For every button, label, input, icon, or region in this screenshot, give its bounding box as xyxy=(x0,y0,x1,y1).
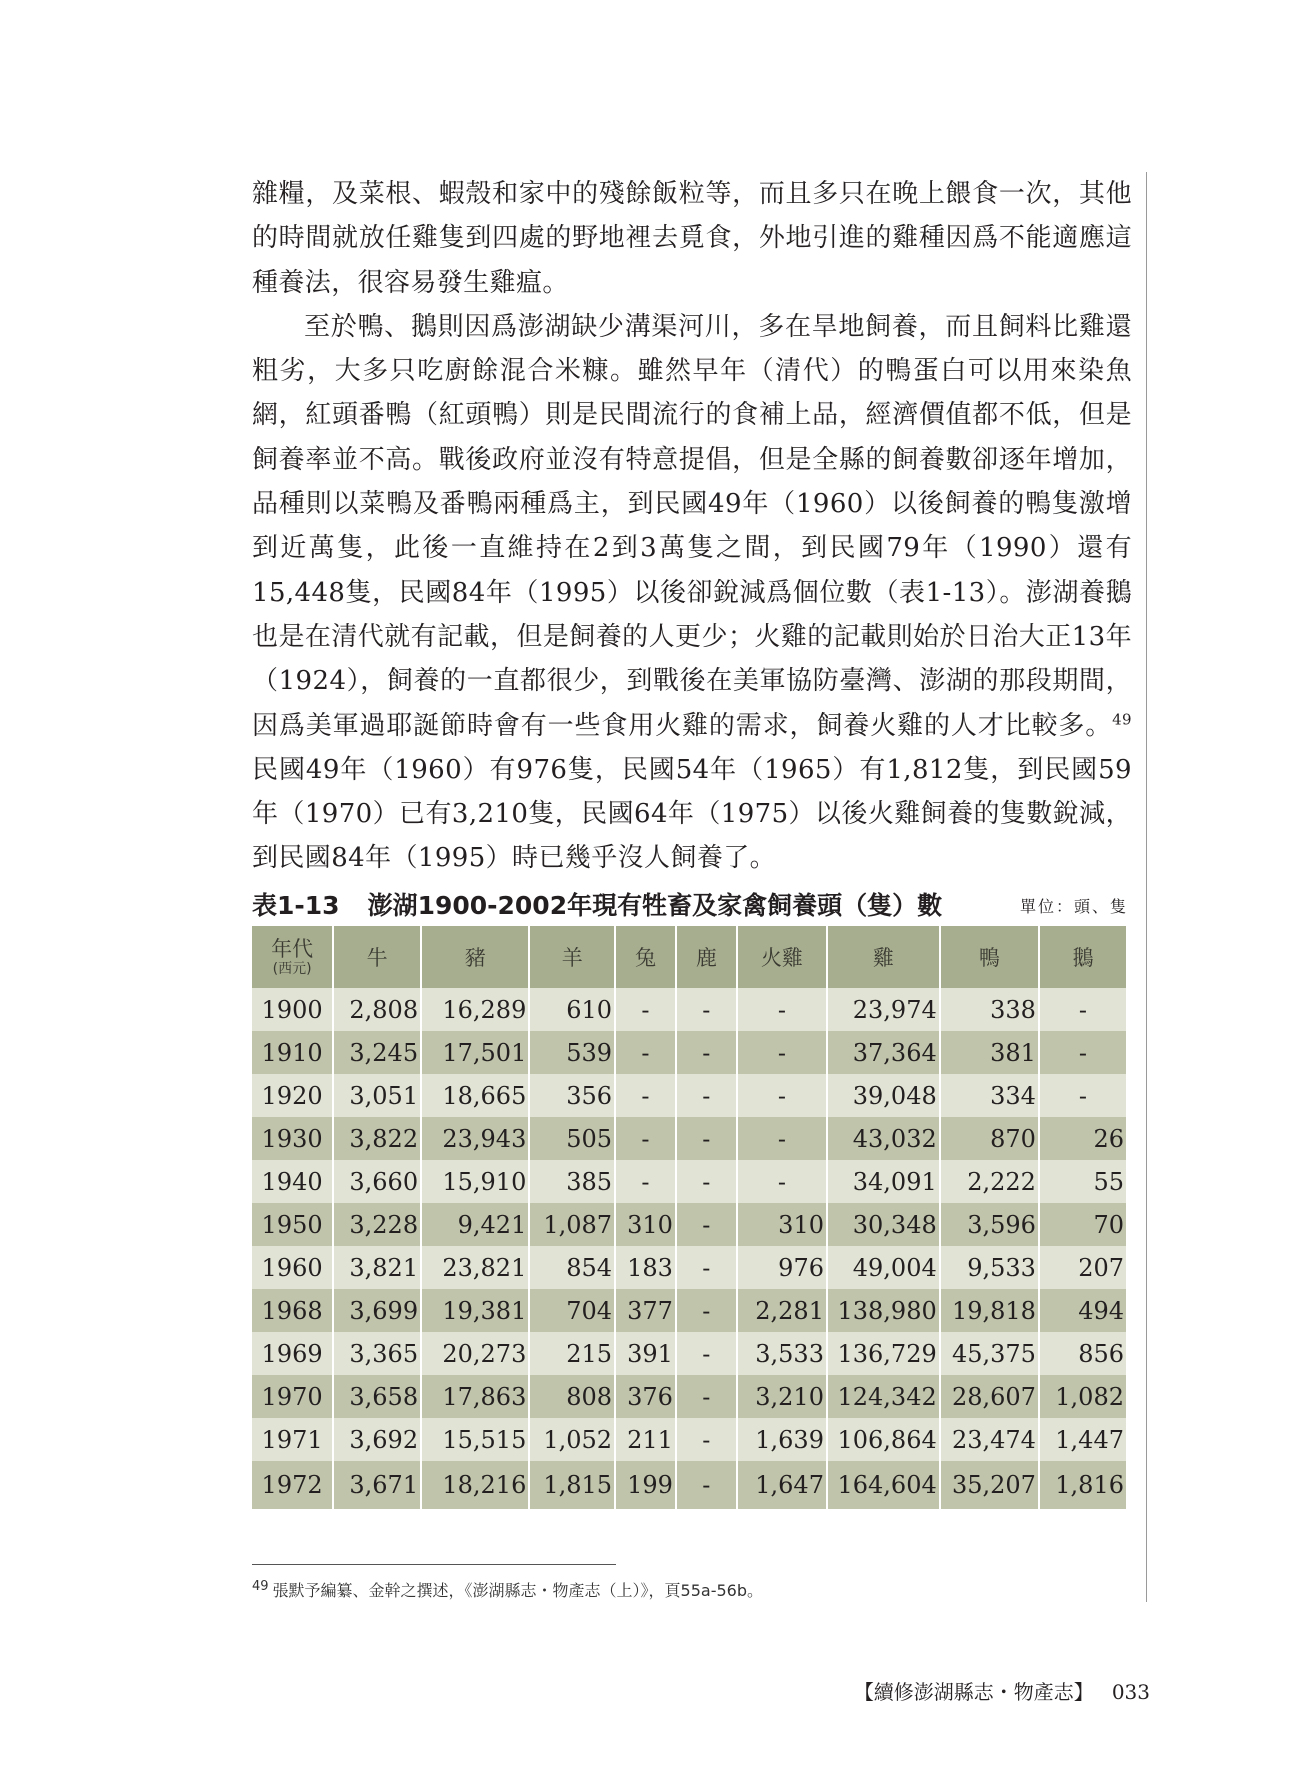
cell-value: - xyxy=(615,1117,676,1160)
cell-value: - xyxy=(676,1289,737,1332)
cell-value: - xyxy=(1039,1031,1127,1074)
cell-value: 34,091 xyxy=(827,1160,940,1203)
cell-value: 18,216 xyxy=(421,1461,529,1509)
cell-value: 3,658 xyxy=(333,1375,421,1418)
header-rabbit: 兔 xyxy=(615,926,676,988)
table-row xyxy=(252,1418,1127,1461)
cell-value: 377 xyxy=(615,1289,676,1332)
cell-value: 3,210 xyxy=(737,1375,827,1418)
table-row xyxy=(252,1289,1127,1332)
cell-value: 39,048 xyxy=(827,1074,940,1117)
cell-value: 3,365 xyxy=(333,1332,421,1375)
cell-value: 28,607 xyxy=(940,1375,1039,1418)
cell-value: 310 xyxy=(737,1203,827,1246)
cell-value: 610 xyxy=(529,988,615,1031)
cell-value: 19,381 xyxy=(421,1289,529,1332)
cell-year: 1910 xyxy=(252,1031,333,1074)
cell-value: 3,671 xyxy=(333,1461,421,1509)
cell-value: - xyxy=(737,1074,827,1117)
cell-value: 334 xyxy=(940,1074,1039,1117)
paragraph-2-part-a: 至於鴨、鵝則因爲澎湖缺少溝渠河川，多在旱地飼養，而且飼料比雞還粗劣，大多只吃廚餘混合米糠。雖然早年（清代）的鴨蛋白可以用來染魚網，紅頭番鴨（紅頭鴨）則是民間流行的食補上品，經濟價值都不低，但是飼養率並不高。戰後政府並沒有特意提倡，但是全縣的飼養數卻逐年增加，品種則以菜鴨及番鴨兩種爲主，到民國49年（1960）以後飼養的鴨隻激增到近萬隻，此後一直維持在2到3萬隻之間，到民國79年（1990）還有15,448隻，民國84年（1995）以後卻銳減爲個位數（表1-13）。澎湖養鵝也是在清代就有記載，但是飼養的人更少；火雞的記載則始於日治大正13年（1924），飼養的一直都很少，到戰後在美軍協防臺灣、澎湖的那段期間，因爲美軍過耶誕節時會有一些食用火雞的需求，飼養火雞的人才比較多。 xyxy=(252,311,1132,741)
cell-value: 505 xyxy=(529,1117,615,1160)
cell-value: 199 xyxy=(615,1461,676,1509)
cell-value: 3,051 xyxy=(333,1074,421,1117)
cell-value: 30,348 xyxy=(827,1203,940,1246)
table-number: 表1-13 xyxy=(252,891,340,920)
cell-value: 23,821 xyxy=(421,1246,529,1289)
cell-value: 3,822 xyxy=(333,1117,421,1160)
cell-value: 854 xyxy=(529,1246,615,1289)
cell-value: 1,639 xyxy=(737,1418,827,1461)
cell-value: 138,980 xyxy=(827,1289,940,1332)
cell-value: 856 xyxy=(1039,1332,1127,1375)
cell-value: 1,447 xyxy=(1039,1418,1127,1461)
cell-value: - xyxy=(737,1031,827,1074)
cell-value: 338 xyxy=(940,988,1039,1031)
cell-value: 183 xyxy=(615,1246,676,1289)
paragraph-2 xyxy=(252,305,1132,881)
cell-value: 2,281 xyxy=(737,1289,827,1332)
cell-value: 15,910 xyxy=(421,1160,529,1203)
footnote-divider xyxy=(252,1564,616,1565)
cell-value: 17,863 xyxy=(421,1375,529,1418)
cell-value: 1,816 xyxy=(1039,1461,1127,1509)
cell-value: 49,004 xyxy=(827,1246,940,1289)
table-row xyxy=(252,1031,1127,1074)
cell-value: 1,647 xyxy=(737,1461,827,1509)
cell-year: 1900 xyxy=(252,988,333,1031)
table-unit: 單位：頭、隻 xyxy=(1019,897,1128,916)
cell-value: - xyxy=(676,1160,737,1203)
cell-value: 539 xyxy=(529,1031,615,1074)
running-footer xyxy=(854,1676,1150,1705)
cell-value: 106,864 xyxy=(827,1418,940,1461)
table-header-row xyxy=(252,926,1127,988)
cell-value: 3,596 xyxy=(940,1203,1039,1246)
header-goat: 羊 xyxy=(529,926,615,988)
cell-value: 2,222 xyxy=(940,1160,1039,1203)
table-row xyxy=(252,1074,1127,1117)
body-text xyxy=(252,172,1132,881)
cell-value: 23,474 xyxy=(940,1418,1039,1461)
cell-value: - xyxy=(737,1160,827,1203)
cell-value: 20,273 xyxy=(421,1332,529,1375)
cell-value: - xyxy=(676,1031,737,1074)
cell-value: - xyxy=(676,1461,737,1509)
cell-value: 356 xyxy=(529,1074,615,1117)
cell-value: 376 xyxy=(615,1375,676,1418)
cell-value: - xyxy=(615,1031,676,1074)
header-turkey: 火雞 xyxy=(737,926,827,988)
table-row xyxy=(252,1246,1127,1289)
cell-value: 124,342 xyxy=(827,1375,940,1418)
cell-value: 3,533 xyxy=(737,1332,827,1375)
cell-value: - xyxy=(676,988,737,1031)
cell-value: - xyxy=(676,1246,737,1289)
cell-value: - xyxy=(676,1117,737,1160)
cell-value: 23,974 xyxy=(827,988,940,1031)
cell-value: - xyxy=(1039,988,1127,1031)
header-duck: 鴨 xyxy=(940,926,1039,988)
cell-value: - xyxy=(676,1375,737,1418)
cell-value: 870 xyxy=(940,1117,1039,1160)
cell-value: 23,943 xyxy=(421,1117,529,1160)
table-title xyxy=(252,886,942,922)
header-goose: 鵝 xyxy=(1039,926,1127,988)
cell-year: 1950 xyxy=(252,1203,333,1246)
cell-value: 19,818 xyxy=(940,1289,1039,1332)
cell-value: 3,692 xyxy=(333,1418,421,1461)
cell-value: 164,604 xyxy=(827,1461,940,1509)
footnote-reference[interactable]: 49 xyxy=(1112,709,1132,728)
cell-value: 26 xyxy=(1039,1117,1127,1160)
cell-year: 1960 xyxy=(252,1246,333,1289)
cell-value: 55 xyxy=(1039,1160,1127,1203)
cell-value: 310 xyxy=(615,1203,676,1246)
cell-value: 385 xyxy=(529,1160,615,1203)
table-row xyxy=(252,1160,1127,1203)
cell-year: 1920 xyxy=(252,1074,333,1117)
cell-value: - xyxy=(676,1418,737,1461)
cell-value: - xyxy=(676,1203,737,1246)
cell-value: 1,815 xyxy=(529,1461,615,1509)
cell-value: 70 xyxy=(1039,1203,1127,1246)
cell-value: 16,289 xyxy=(421,988,529,1031)
cell-year: 1968 xyxy=(252,1289,333,1332)
table-body xyxy=(252,988,1127,1509)
table-title-text: 澎湖1900-2002年現有牲畜及家禽飼養頭（隻）數 xyxy=(367,891,943,920)
cell-value: 1,082 xyxy=(1039,1375,1127,1418)
cell-value: - xyxy=(676,1332,737,1375)
cell-value: 215 xyxy=(529,1332,615,1375)
cell-year: 1930 xyxy=(252,1117,333,1160)
cell-value: 17,501 xyxy=(421,1031,529,1074)
cell-value: - xyxy=(737,1117,827,1160)
livestock-table xyxy=(252,926,1128,1509)
cell-value: - xyxy=(615,1160,676,1203)
cell-value: 15,515 xyxy=(421,1418,529,1461)
cell-value: 9,421 xyxy=(421,1203,529,1246)
cell-value: 45,375 xyxy=(940,1332,1039,1375)
cell-value: 3,660 xyxy=(333,1160,421,1203)
cell-value: - xyxy=(737,988,827,1031)
cell-value: 3,699 xyxy=(333,1289,421,1332)
paragraph-2-part-b: 民國49年（1960）有976隻，民國54年（1965）有1,812隻，到民國59年（1970）已有3,210隻，民國64年（1975）以後火雞飼養的隻數銳減，到民國84年（1995）時已幾乎沒人飼養了。 xyxy=(252,754,1132,874)
table-row xyxy=(252,988,1127,1031)
cell-year: 1940 xyxy=(252,1160,333,1203)
cell-value: 211 xyxy=(615,1418,676,1461)
cell-value: 381 xyxy=(940,1031,1039,1074)
cell-value: 1,052 xyxy=(529,1418,615,1461)
footnote-text: 張默予編纂、金幹之撰述，《澎湖縣志・物產志（上）》，頁55a-56b。 xyxy=(272,1581,764,1600)
table-row xyxy=(252,1203,1127,1246)
cell-value: 136,729 xyxy=(827,1332,940,1375)
cell-value: - xyxy=(615,1074,676,1117)
cell-year: 1971 xyxy=(252,1418,333,1461)
header-year: 年代 (西元) xyxy=(252,926,333,988)
header-chicken: 雞 xyxy=(827,926,940,988)
cell-value: 391 xyxy=(615,1332,676,1375)
cell-value: 35,207 xyxy=(940,1461,1039,1509)
paragraph-1: 雜糧，及菜根、蝦殼和家中的殘餘飯粒等，而且多只在晚上餵食一次，其他的時間就放任雞隻到四處的野地裡去覓食，外地引進的雞種因爲不能適應這種養法，很容易發生雞瘟。 xyxy=(252,179,1132,298)
table-caption xyxy=(252,886,1128,926)
cell-value: 1,087 xyxy=(529,1203,615,1246)
header-deer: 鹿 xyxy=(676,926,737,988)
cell-value: 976 xyxy=(737,1246,827,1289)
cell-value: 3,245 xyxy=(333,1031,421,1074)
cell-value: 704 xyxy=(529,1289,615,1332)
footnote xyxy=(252,1578,763,1601)
margin-rule xyxy=(1146,172,1147,1602)
book-title: 【續修澎湖縣志・物產志】 xyxy=(853,1680,1094,1704)
cell-year: 1972 xyxy=(252,1461,333,1509)
cell-value: 37,364 xyxy=(827,1031,940,1074)
page-number: 033 xyxy=(1111,1680,1150,1704)
table-row xyxy=(252,1117,1127,1160)
footnote-number: 49 xyxy=(252,1578,269,1594)
cell-value: 18,665 xyxy=(421,1074,529,1117)
cell-value: 207 xyxy=(1039,1246,1127,1289)
cell-year: 1969 xyxy=(252,1332,333,1375)
cell-year: 1970 xyxy=(252,1375,333,1418)
cell-value: 494 xyxy=(1039,1289,1127,1332)
cell-value: 808 xyxy=(529,1375,615,1418)
table-row xyxy=(252,1461,1127,1509)
header-cattle: 牛 xyxy=(333,926,421,988)
cell-value: 9,533 xyxy=(940,1246,1039,1289)
cell-value: 3,228 xyxy=(333,1203,421,1246)
header-pig: 豬 xyxy=(421,926,529,988)
cell-value: 3,821 xyxy=(333,1246,421,1289)
cell-value: - xyxy=(1039,1074,1127,1117)
cell-value: - xyxy=(615,988,676,1031)
table-row xyxy=(252,1375,1127,1418)
cell-value: 43,032 xyxy=(827,1117,940,1160)
cell-value: - xyxy=(676,1074,737,1117)
table-row xyxy=(252,1332,1127,1375)
cell-value: 2,808 xyxy=(333,988,421,1031)
